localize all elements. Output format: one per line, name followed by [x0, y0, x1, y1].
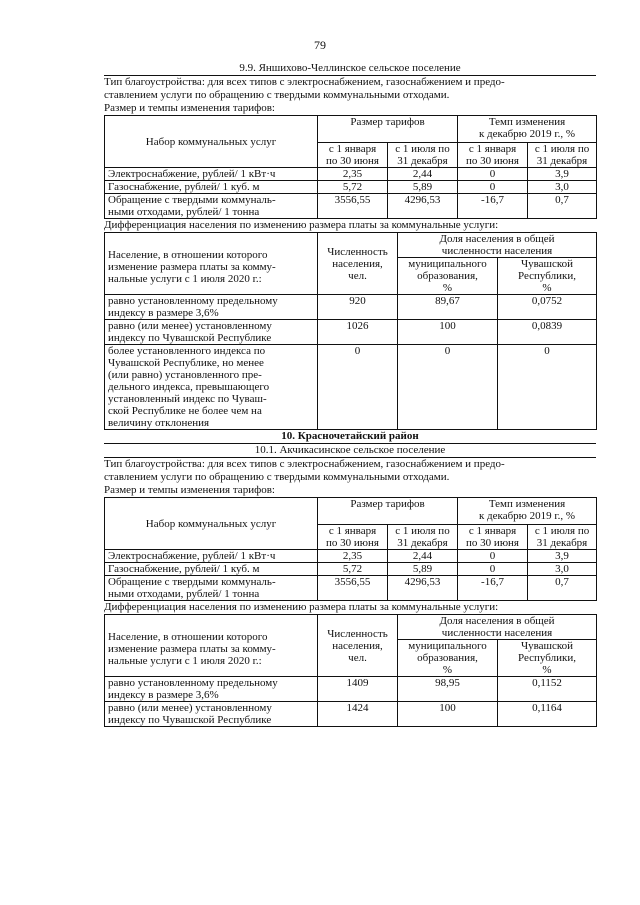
tariff-subheader	[528, 525, 597, 550]
population-table	[104, 614, 597, 727]
text-line: Чувашской Республике, но менее	[108, 357, 264, 369]
tariff-value: 2,35	[318, 168, 388, 181]
text-line: установленный индекс по Чуваш-	[108, 393, 267, 405]
tariff-subheader	[458, 525, 528, 550]
tariff-subheader	[318, 143, 388, 168]
text-line: Газоснабжение, рублей/ 1 куб. м	[108, 181, 260, 193]
improvement-type-text	[104, 76, 596, 102]
text-line: 31 декабря	[397, 537, 448, 549]
tariff-subheader	[388, 143, 458, 168]
text-line: равно установленному предельному	[108, 677, 278, 689]
text-line: индексу в размере 3,6%	[108, 307, 219, 319]
text-line: нальные услуги с 1 июля 2020 г.:	[108, 272, 262, 285]
tariff-value: 3,9	[528, 550, 597, 563]
tariff-service	[105, 181, 318, 194]
tariff-value: 4296,53	[388, 576, 458, 601]
text-line: более установленного индекса по	[108, 345, 266, 357]
text-line: Доля населения в общей	[439, 615, 555, 627]
text-line: дельного индекса, превышающего	[108, 381, 270, 393]
tariff-value: 3556,55	[318, 194, 388, 219]
rates-label: Размер и темпы изменения тарифов:	[104, 484, 275, 496]
settlement-heading: 9.9. Яншихово-Челлинское сельское поселение	[104, 62, 596, 76]
population-row	[105, 345, 597, 430]
population-value: 0	[498, 345, 597, 430]
text-line: Население, в отношении которого	[108, 248, 268, 261]
tariff-table	[104, 497, 597, 601]
text-line: %	[442, 664, 453, 676]
population-value: 1424	[318, 702, 398, 727]
tariff-service	[105, 194, 318, 219]
rates-label: Размер и темпы изменения тарифов:	[104, 102, 275, 114]
text-line: 31 декабря	[536, 537, 588, 549]
text-line: по 30 июня	[466, 155, 519, 167]
population-value: 0,0839	[498, 320, 597, 345]
text-line: чел.	[348, 269, 367, 282]
text-line: к декабрю 2019 г., %	[478, 128, 576, 140]
settlement-heading: 10.1. Акчикасинское сельское поселение	[104, 444, 596, 458]
tariff-value: 2,44	[388, 168, 458, 181]
text-line: Тип благоустройства: для всех типов с электроснабжением, газоснабжением и предо-	[104, 458, 505, 470]
text-line: Доля населения в общей	[439, 233, 555, 245]
text-line: (или равно) установленного пре-	[108, 369, 262, 381]
tariff-value: 5,72	[318, 181, 388, 194]
population-value: 0	[398, 345, 498, 430]
text-line: %	[542, 282, 552, 294]
tariff-subheader	[458, 143, 528, 168]
text-line: с 1 января	[328, 525, 377, 537]
text-line: Темп изменения	[488, 498, 566, 510]
tariff-row	[105, 550, 597, 563]
text-line: с 1 июля по	[395, 143, 450, 155]
text-line: равно (или менее) установленному	[108, 702, 272, 714]
text-line: равно (или менее) установленному	[108, 320, 272, 332]
page-number: 79	[314, 38, 326, 52]
population-description	[105, 345, 318, 430]
population-value: 89,67	[398, 295, 498, 320]
population-value: 0,1152	[498, 677, 597, 702]
tariff-subheader	[388, 525, 458, 550]
text-line: изменение размера платы за комму-	[108, 260, 276, 273]
tariff-value: 2,35	[318, 550, 388, 563]
population-value: 98,95	[398, 677, 498, 702]
tariff-value: -16,7	[458, 194, 528, 219]
text-line: образования,	[417, 270, 478, 282]
text-line: индексу по Чувашской Республике	[108, 714, 272, 726]
tariff-col-size: Размер тарифов	[318, 498, 458, 525]
population-value: 100	[398, 702, 498, 727]
pop-col-republic	[498, 258, 597, 295]
pop-col-count	[318, 233, 398, 295]
tariff-col-size: Размер тарифов	[318, 116, 458, 143]
text-line: чел.	[348, 651, 367, 664]
population-value: 0,1164	[498, 702, 597, 727]
text-line: 31 декабря	[397, 155, 448, 167]
population-description	[105, 677, 318, 702]
tariff-value: 3,9	[528, 168, 597, 181]
tariff-value: 4296,53	[388, 194, 458, 219]
differentiation-label: Дифференциация населения по изменению размера платы за коммунальные услуги:	[104, 601, 499, 613]
text-line: населения,	[332, 257, 383, 270]
text-line: с 1 июля по	[534, 525, 590, 537]
tariff-value: 0	[458, 168, 528, 181]
tariff-row	[105, 181, 597, 194]
text-line: равно установленному предельному	[108, 295, 278, 307]
tariff-value: 0,7	[528, 576, 597, 601]
text-line: ставлением услуги по обращению с твердыми коммунальными отходами.	[104, 89, 450, 101]
pop-col-municipality	[398, 640, 498, 677]
population-description	[105, 320, 318, 345]
population-description	[105, 702, 318, 727]
tariff-row	[105, 168, 597, 181]
tariff-service	[105, 563, 318, 576]
text-line: Темп изменения	[488, 116, 566, 128]
tariff-value: 2,44	[388, 550, 458, 563]
population-value: 0,0752	[498, 295, 597, 320]
tariff-service	[105, 576, 318, 601]
text-line: по 30 июня	[326, 155, 379, 167]
text-line: муниципального	[408, 258, 487, 270]
tariff-col-service: Набор коммунальных услуг	[105, 116, 318, 168]
tariff-col-service: Набор коммунальных услуг	[105, 498, 318, 550]
tariff-value: 0,7	[528, 194, 597, 219]
text-line: с 1 июля по	[534, 143, 590, 155]
tariff-row	[105, 576, 597, 601]
text-line: %	[442, 282, 453, 294]
population-value: 1026	[318, 320, 398, 345]
population-row	[105, 702, 597, 727]
population-table	[104, 232, 597, 430]
district-heading: 10. Красночетайский район	[104, 430, 596, 444]
tariff-subheader	[318, 525, 388, 550]
text-line: с 1 января	[468, 143, 517, 155]
text-line: величину отклонения	[108, 417, 210, 429]
population-header-row	[105, 615, 597, 640]
pop-col-count	[318, 615, 398, 677]
population-description	[105, 295, 318, 320]
tariff-service	[105, 550, 318, 563]
text-line: ными отходами, рублей/ 1 тонна	[108, 206, 260, 218]
tariff-value: 5,72	[318, 563, 388, 576]
pop-col-republic	[498, 640, 597, 677]
text-line: Чувашской	[520, 258, 574, 270]
text-line: Численность	[327, 245, 388, 258]
text-line: Численность	[327, 627, 388, 640]
population-row	[105, 320, 597, 345]
text-line: образования,	[417, 652, 478, 664]
tariff-value: 3556,55	[318, 576, 388, 601]
text-line: 31 декабря	[536, 155, 588, 167]
tariff-value: 0	[458, 550, 528, 563]
text-line: Тип благоустройства: для всех типов с электроснабжением, газоснабжением и предо-	[104, 76, 505, 88]
differentiation-label: Дифференциация населения по изменению размера платы за коммунальные услуги:	[104, 219, 499, 231]
text-line: ской Республике не более чем на	[108, 405, 262, 417]
population-value: 0	[318, 345, 398, 430]
document-body	[104, 62, 596, 727]
tariff-table	[104, 115, 597, 219]
text-line: индексу в размере 3,6%	[108, 689, 219, 701]
text-line: Население, в отношении которого	[108, 630, 268, 643]
text-line: изменение размера платы за комму-	[108, 642, 276, 655]
text-line: %	[542, 664, 552, 676]
text-line: по 30 июня	[326, 537, 379, 549]
tariff-value: 0	[458, 181, 528, 194]
text-line: муниципального	[408, 640, 487, 652]
tariff-header-row	[105, 498, 597, 525]
tariff-value: 0	[458, 563, 528, 576]
tariff-value: 3,0	[528, 563, 597, 576]
pop-col-share	[398, 233, 597, 258]
tariff-subheader	[528, 143, 597, 168]
text-line: с 1 января	[468, 525, 517, 537]
text-line: Республики,	[518, 270, 576, 282]
tariff-row	[105, 563, 597, 576]
population-value: 920	[318, 295, 398, 320]
text-line: Чувашской	[520, 640, 574, 652]
tariff-row	[105, 194, 597, 219]
tariff-value: -16,7	[458, 576, 528, 601]
text-line: Газоснабжение, рублей/ 1 куб. м	[108, 563, 260, 575]
tariff-value: 3,0	[528, 181, 597, 194]
text-line: Электроснабжение, рублей/ 1 кВт·ч	[108, 550, 276, 562]
text-line: Республики,	[518, 652, 576, 664]
text-line: ными отходами, рублей/ 1 тонна	[108, 588, 260, 600]
tariff-service	[105, 168, 318, 181]
population-header-row	[105, 233, 597, 258]
text-line: численности населения	[441, 627, 553, 639]
text-line: с 1 января	[328, 143, 377, 155]
tariff-value: 5,89	[388, 563, 458, 576]
improvement-type-text	[104, 458, 596, 484]
text-line: Обращение с твердыми коммуналь-	[108, 194, 276, 206]
text-line: с 1 июля по	[395, 525, 450, 537]
text-line: нальные услуги с 1 июля 2020 г.:	[108, 654, 262, 667]
pop-col-population	[105, 615, 318, 677]
pop-col-population	[105, 233, 318, 295]
pop-col-share	[398, 615, 597, 640]
text-line: Электроснабжение, рублей/ 1 кВт·ч	[108, 168, 276, 180]
text-line: Обращение с твердыми коммуналь-	[108, 576, 276, 588]
tariff-header-row	[105, 116, 597, 143]
tariff-col-rate	[458, 498, 597, 525]
population-row	[105, 295, 597, 320]
tariff-col-rate	[458, 116, 597, 143]
text-line: ставлением услуги по обращению с твердыми коммунальными отходами.	[104, 471, 450, 483]
text-line: к декабрю 2019 г., %	[478, 510, 576, 522]
population-value: 100	[398, 320, 498, 345]
population-value: 1409	[318, 677, 398, 702]
text-line: численности населения	[441, 245, 553, 257]
text-line: населения,	[332, 639, 383, 652]
population-row	[105, 677, 597, 702]
pop-col-municipality	[398, 258, 498, 295]
text-line: индексу по Чувашской Республике	[108, 332, 272, 344]
tariff-value: 5,89	[388, 181, 458, 194]
text-line: по 30 июня	[466, 537, 519, 549]
